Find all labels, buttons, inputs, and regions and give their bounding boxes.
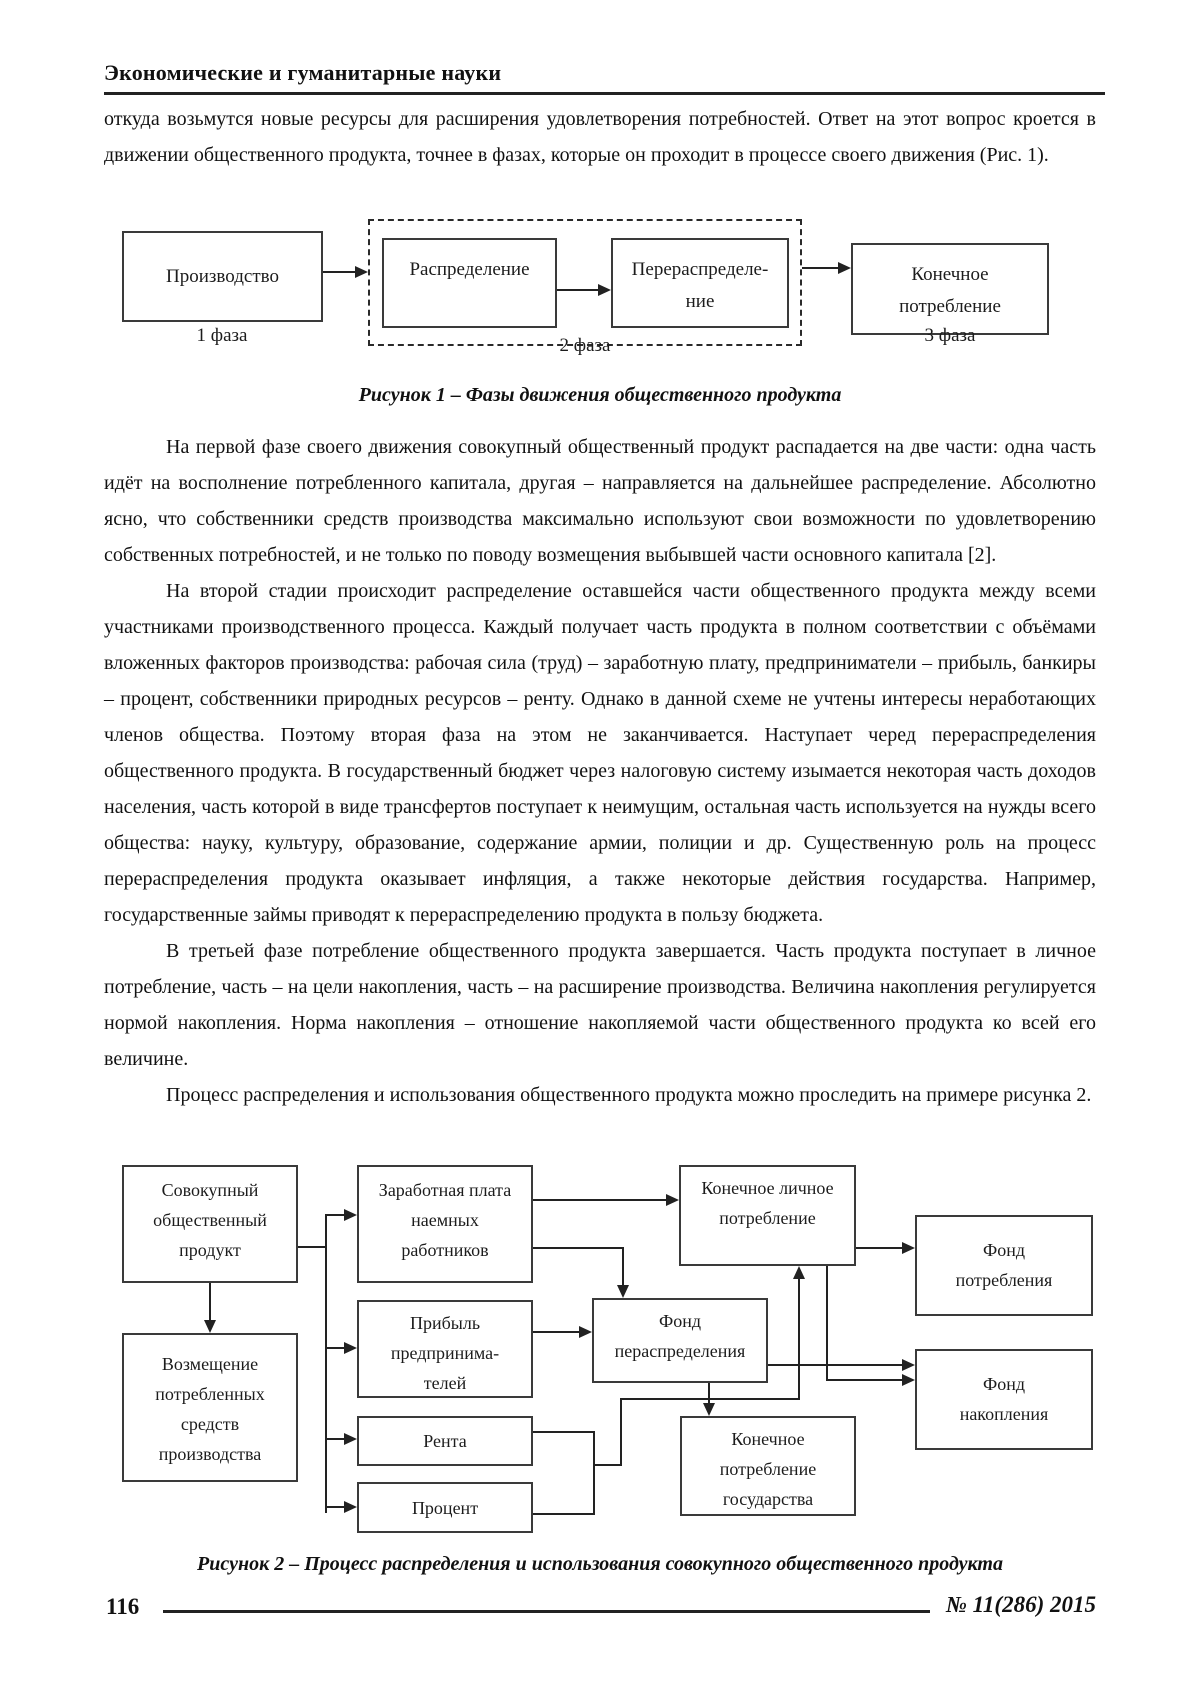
fig2-box-final-personal-label: Конечное личное потребление [701, 1178, 834, 1228]
footer-page-number: 116 [106, 1594, 140, 1619]
arrowhead-right-icon [579, 1326, 592, 1338]
line-wages-to-fund-drop [622, 1247, 624, 1286]
arrowhead-right-icon [344, 1433, 357, 1445]
arrow-redistribution-to-final [802, 267, 840, 269]
paragraph: Процесс распределения и использования общественного продукта можно проследить на примере рисунка 2. [166, 1084, 1092, 1106]
paragraph-block [104, 429, 1096, 1113]
arrowhead-right-icon [902, 1359, 915, 1371]
line-aggregate-feeder [298, 1246, 327, 1248]
arrowhead-right-icon [355, 266, 368, 278]
paragraph: откуда возьмутся новые ресурсы для расширения удовлетворения потребностей. Ответ на этот вопрос кроется в движении общественного продукта, точнее в фазах, которые он проходит в процессе своего движения (Рис. 1). [104, 108, 1096, 166]
arrow-production-to-distribution [323, 271, 357, 273]
fig2-box-wages-label: Заработная плата наемных работников [378, 1180, 512, 1260]
fig2-box-replacement [122, 1333, 298, 1482]
arrow-trunk-to-interest [327, 1506, 345, 1508]
fig2-box-redistribution-fund [592, 1298, 768, 1383]
arrow-final-to-consumption-fund [856, 1247, 904, 1249]
fig2-box-consumption-fund [915, 1215, 1093, 1316]
arrow-final-to-accumulation [826, 1379, 903, 1381]
line-rent-out [533, 1431, 595, 1433]
arrow-trunk-to-wages [327, 1214, 345, 1216]
arrow-aggregate-to-replacement [209, 1283, 211, 1321]
fig2-box-replacement-label: Возмещение потребленных средств производства [155, 1354, 265, 1464]
figure-2-caption: Рисунок 2 – Процесс распределения и использования совокупного общественного продукта [197, 1553, 1003, 1575]
fig1-box-final-consumption [851, 243, 1049, 335]
arrow-factors-to-final-personal [798, 1278, 800, 1400]
fig2-box-accumulation-fund [915, 1349, 1093, 1450]
fig1-phase1-label: 1 фаза [196, 325, 248, 346]
fig1-box-production-label: Производство [166, 265, 279, 287]
arrow-fund-to-accumulation [768, 1364, 903, 1366]
fig2-box-state-consumption-label: Конечное потребление государства [719, 1429, 817, 1509]
arrow-fund-to-state [708, 1383, 710, 1405]
footer-issue: № 11(286) 2015 [945, 1592, 1096, 1617]
paragraph: В третьей фазе потребление общественного продукта завершается. Часть продукта поступает в личное потребление, часть – на цели накопления, часть – на расширение производства. Величина накопления регулируется нормой накопления. Норма накопления – отношение накопляемой части общественного продукта ко всей его величине. [104, 940, 1096, 1070]
fig2-box-accumulation-fund-label: Фонд накопления [959, 1374, 1049, 1424]
arrowhead-right-icon [344, 1342, 357, 1354]
arrowhead-right-icon [344, 1501, 357, 1513]
arrowhead-down-icon [204, 1320, 216, 1333]
arrowhead-down-icon [703, 1403, 715, 1416]
fig2-box-profit-label: Прибыль предпринима- телей [390, 1313, 500, 1393]
running-head: Экономические и гуманитарные науки [104, 60, 502, 85]
header-rule [104, 92, 1105, 95]
arrowhead-right-icon [666, 1194, 679, 1206]
arrow-distribution-to-redistribution [557, 289, 600, 291]
paragraph: На первой фазе своего движения совокупный общественный продукт распадается на две части: одна часть идёт на восполнение потребленного капитала, другая – направляется на дальнейшее распределение. Абсолютно ясно, что собственники средств производства максимально используют свои возможности по удовлетворению собственных потребностей, и не только по поводу возмещения выбывшей части основного капитала [2]. [104, 436, 1096, 566]
line-under-fund [620, 1398, 800, 1400]
fig2-box-aggregate-product [122, 1165, 298, 1283]
fig2-box-rent [357, 1416, 533, 1466]
fig1-box-redistribution-label: Перераспределе- ние [631, 259, 769, 312]
paragraph: На второй стадии происходит распределение оставшейся части общественного продукта между всеми участниками производственного процесса. Каждый получает часть продукта в полном соответствии с объёмами вложенных факторов производства: рабочая сила (труд) – заработную плату, предприниматели – прибыль, банкиры – процент, собственники природных ресурсов – ренту. Однако в данной схеме не учтены интересы неработающих членов общества. Поэтому вторая фаза на этом не заканчивается. Наступает черед перераспределения общественного продукта. В государственный бюджет через налоговую систему изымается некоторая часть доходов населения, часть которой в виде трансфертов поступает к неимущим, остальная часть используется на нужды всего общества: науку, культуру, образование, содержание армии, полиции и др. Существенную роль на процесс перераспределения продукта оказывает инфляция, а также некоторые действия государства. Например, государственные займы приводят к перераспределению продукта в пользу бюджета. [104, 580, 1096, 926]
arrowhead-up-icon [793, 1266, 805, 1279]
fig2-box-final-personal [679, 1165, 856, 1266]
line-join-shift [593, 1464, 622, 1466]
fig2-box-interest-label: Процент [411, 1497, 479, 1518]
arrowhead-right-icon [902, 1242, 915, 1254]
fig1-box-production [122, 231, 323, 322]
fig1-box-redistribution [611, 238, 789, 328]
arrowhead-right-icon [902, 1374, 915, 1386]
line-join-riser [620, 1398, 622, 1466]
fig2-box-profit [357, 1300, 533, 1398]
arrow-wages-to-final-personal [533, 1199, 667, 1201]
line-trunk-vertical [325, 1214, 327, 1513]
arrowhead-right-icon [838, 262, 851, 274]
fig2-box-consumption-fund-label: Фонд потребления [955, 1240, 1053, 1290]
fig1-box-final-consumption-label: Конечное потребление [899, 264, 1001, 317]
arrow-trunk-to-rent [327, 1438, 345, 1440]
line-rent-interest-join [593, 1431, 595, 1515]
fig2-box-aggregate-product-label: Совокупный общественный продукт [153, 1180, 267, 1260]
arrow-profit-to-fund [533, 1331, 580, 1333]
arrowhead-right-icon [598, 284, 611, 296]
line-interest-out [533, 1513, 595, 1515]
fig2-box-wages [357, 1165, 533, 1283]
paragraph-intro [104, 101, 1096, 173]
fig1-box-distribution-label: Распределение [409, 259, 530, 280]
footer-rule [163, 1610, 930, 1613]
fig1-phase2-label: 2 фаза [559, 335, 611, 356]
line-wages-to-fund [533, 1247, 624, 1249]
arrowhead-right-icon [344, 1209, 357, 1221]
fig1-box-distribution [382, 238, 557, 328]
fig2-box-rent-label: Рента [423, 1431, 467, 1451]
figure-1-caption: Рисунок 1 – Фазы движения общественного продукта [358, 384, 842, 406]
fig2-box-redistribution-fund-label: Фонд пераспределения [614, 1311, 746, 1361]
figure-1-diagram [104, 195, 1096, 385]
fig2-box-state-consumption [680, 1416, 856, 1516]
arrow-trunk-to-profit [327, 1347, 345, 1349]
fig1-phase3-label: 3 фаза [924, 325, 976, 346]
arrowhead-down-icon [617, 1285, 629, 1298]
fig2-box-interest [357, 1482, 533, 1533]
figure-2-diagram [104, 1150, 1096, 1548]
